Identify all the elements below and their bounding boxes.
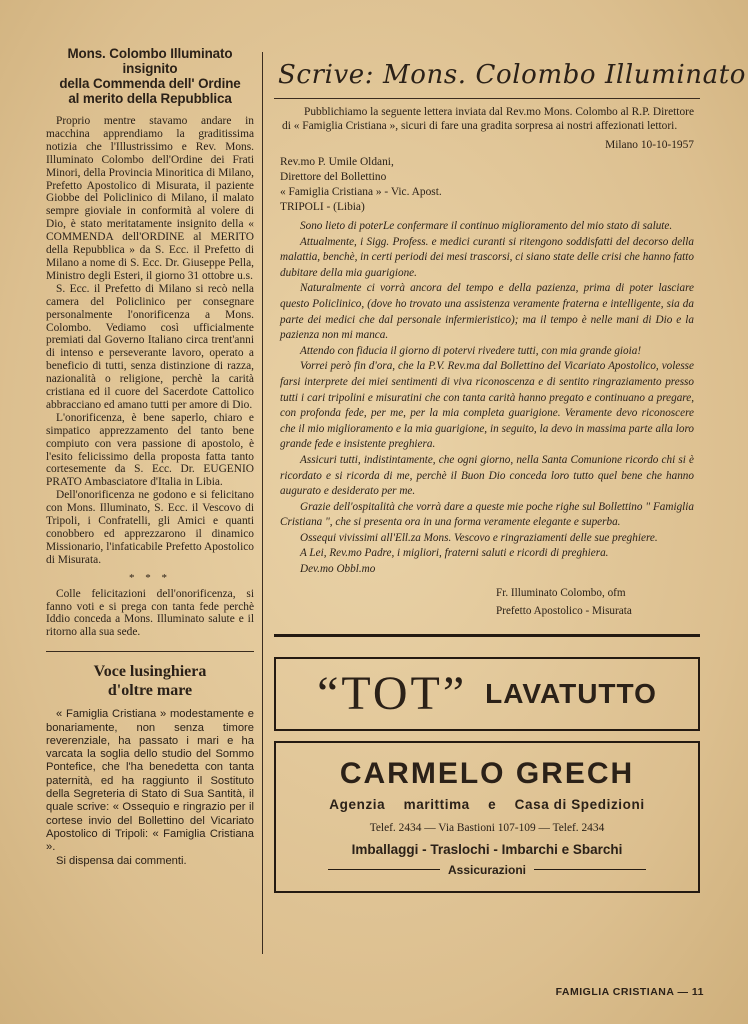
ad-word: Casa di Spedizioni [514, 796, 645, 812]
headline-line: d'oltre mare [107, 682, 193, 700]
divider [274, 634, 700, 637]
letter-paragraph: Attendo con fiducia il giorno di potervi rivedere tutti, con mia grande gioia! [300, 344, 642, 357]
article-paragraph: Proprio mentre stavamo andare in macchina apprendiamo la graditissima notizia che l'Illustrissimo e Rev. Mons. Illuminato Colombo dell'Ordine dei Frati Minori, della Provincia Minoritica di Milano, Prefetto Apostolico di Misurata, il paziente Giobbe del Policlinico di Milano, il malato sempre gioviale in conformità al volere di Dio, è stato meritatamente insignito della « COMMENDA dell'ORDINE al MERITO della Repubblica » da S. Ecc. il Prefetto di Milano a nome di S. Ecc. Dr. Giuseppe Pella, Ministro degli Esteri, il giorno 31 ottobre u.s. [46, 115, 254, 282]
letter-paragraph: Vorrei però fin d'ora, che la P.V. Rev.ma dal Bollettino del Vicariato Apostolico, volesse farsi interprete dei miei sentimenti di viva riconoscenza e di sentito ringraziamento presso tutti i cari tripolini e misuratini che con tanta carità hanno pregato e continuano a pregare, con profonda fede, per me, per la mia completa guarigione. Veramente devo riconoscere che il mio miglioramento e la mia guarigione, in seguito, la devo in massima parte alla loro grande fede e insistente preghiera. [280, 360, 694, 451]
headline-line: al merito della Repubblica [68, 91, 232, 106]
rule [534, 869, 646, 870]
letter-paragraph: Attualmente, i Sigg. Profess. e medici curanti si ritengono soddisfatti del decorso della malattia, benchè, in certi periodi dei mesi trascorsi, ci siano state delle crisi che hanno fatto dubitare della mia guarigione. [280, 235, 694, 279]
letter-title [278, 60, 747, 90]
headline-line: insignito [122, 61, 178, 76]
headline-line: Voce lusinghiera [93, 663, 207, 681]
section-separator: * * * [129, 571, 171, 584]
signature-line: Fr. Illuminato Colombo, ofm [496, 586, 626, 599]
ad-grech [274, 741, 700, 893]
letter-body [280, 219, 694, 578]
letter-address [280, 155, 700, 215]
article-paragraph: Si dispensa dai commenti. [56, 854, 187, 867]
ad-product: LAVATUTTO [485, 677, 657, 709]
ad-tot [274, 657, 700, 731]
article-paragraph: L'onorificenza, è bene saperlo, chiaro e simpatico apprezzamento del tanto bene compiuto con vera passione di apostolo, è l'esito felicissimo della proposta fatta tanto cortesemente da S. Ecc. Dr. EUGENIO PRATO Ambasciatore d'Italia in Libia. [46, 411, 254, 489]
ad-word: Agenzia [329, 796, 386, 812]
address-line: TRIPOLI - (Libia) [280, 201, 365, 213]
letter-paragraph: Naturalmente ci vorrà ancora del tempo e della pazienza, prima di poter lasciare questo Policlinico, (dove ho trovato una assistenza veramente fraterna e intelligente, sia da parte dei medici che dal personale infermieristico); ma il tempo è nelle mani di Dio e la pazienza non mi manca. [280, 282, 694, 342]
column-divider [262, 52, 263, 954]
letter-intro: Pubblichiamo la seguente lettera inviata dal Rev.mo Mons. Colombo al R.P. Direttore di « Famiglia Cristiana », sicuri di fare una gradita sorpresa ai nostri affezionati lettori. [282, 106, 694, 132]
right-column [274, 56, 747, 893]
letter-paragraph: Dev.mo Obbl.mo [300, 563, 376, 576]
headline-line: della Commenda dell' Ordine [59, 76, 241, 91]
title-prefix: Scrive: [278, 60, 375, 90]
address-line: Rev.mo P. Umile Oldani, [280, 156, 394, 168]
article-body [46, 115, 254, 639]
address-line: « Famiglia Cristiana » - Vic. Apost. [280, 186, 442, 198]
letter-date: Milano 10-10-1957 [605, 139, 694, 151]
article-closing: Colle felicitazioni dell'onorificenza, si fanno voti e si prega con tanta fede perchè Iddio conceda a Mons. Illuminato salute e il ritorno alla sua sede. [46, 587, 254, 639]
letter-paragraph: Grazie dell'ospitalità che vorrà dare a queste mie poche righe sul Bollettino " Famiglia Cristiana ", che si presenta ora in una forma veramente elegante e superba. [280, 500, 694, 529]
title-name: Mons. Colombo Illuminato [383, 60, 747, 90]
divider [46, 651, 254, 652]
ad-contact: Telef. 2434 — Via Bastioni 107-109 — Telef. 2434 [369, 821, 605, 834]
letter-paragraph: Assicuri tutti, indistintamente, che ogni giorno, nella Santa Comunione ricordo chi si è ricordato e si ricorda di me, perchè il Buon Dio conceda loro tutto quel bene che hanno augurato e desiderato per me. [280, 453, 694, 498]
article-paragraph: « Famiglia Cristiana » modestamente e bonariamente, non senza timore reverenziale, ha passato i mari e ha varcata la soglia dello studio del Sommo Pontefice, che l'ha benedetta con tanta paternità, ed ha raggiunto il Sostituto della Segreteria di Stato di Sua Santità, il quale scrive: « Ossequio e ringrazio per il cortese invio del Bollettino del Vicariato Apostolico di Tripoli: « Famiglia Cristiana ». [46, 708, 254, 854]
ad-insurance [276, 863, 698, 877]
voce-body [46, 708, 254, 868]
left-column [46, 46, 254, 868]
article-paragraph: Dell'onorificenza ne godono e si felicitano con Mons. Illuminato, S. Ecc. il Vescovo di Tripoli, i Confratelli, gli Amici e quanti conobbero ed apprezzarono il dinamico Missionario, l'infaticabile Prefetto Apostolico di Misurata. [46, 489, 254, 566]
page-footer: FAMIGLIA CRISTIANA — 11 [555, 986, 704, 998]
divider [274, 98, 700, 99]
ad-word: marittima [403, 796, 470, 812]
article-headline [46, 46, 254, 106]
signature-line: Prefetto Apostolico - Misurata [496, 604, 632, 617]
ad-word: e [488, 796, 497, 812]
rule [328, 869, 440, 870]
ad-company-name: CARMELO GRECH [339, 756, 635, 790]
letter-paragraph: Sono lieto di poterLe confermare il continuo miglioramento del mio stato di salute. [300, 220, 673, 232]
address-line: Direttore del Bollettino [280, 171, 387, 183]
ad-services-list: Imballaggi - Traslochi - Imbarchi e Sbarchi [351, 841, 623, 857]
headline-line: Mons. Colombo Illuminato [67, 46, 233, 61]
ad-insurance-label: Assicurazioni [447, 862, 527, 877]
ad-brand: “TOT” [317, 667, 468, 721]
letter-signature [496, 584, 700, 620]
letter-paragraph: Ossequi vivissimi all'Ell.za Mons. Vescovo e ringraziamenti delle sue preghiere. [300, 531, 658, 544]
article-paragraph: S. Ecc. il Prefetto di Milano si recò nella camera del Policlinico per consegnare personalmente l'onorificenza a Mons. Colombo. Vediamo così ufficialmente premiati dal Governo Italiano circa trent'anni di intenso e perseverante lavoro, operato a beneficio di tutti, senza distinzione di razza, nazionalità o religione, perchè la carità cristiana ed il cuore del Sacerdote Cattolico abbracciano ed amano tutti per amore di Dio. [46, 282, 254, 411]
voce-headline [46, 662, 254, 700]
ad-services [276, 797, 698, 812]
letter-paragraph: A Lei, Rev.mo Padre, i migliori, fraterni saluti e ricordi di preghiera. [300, 547, 609, 560]
